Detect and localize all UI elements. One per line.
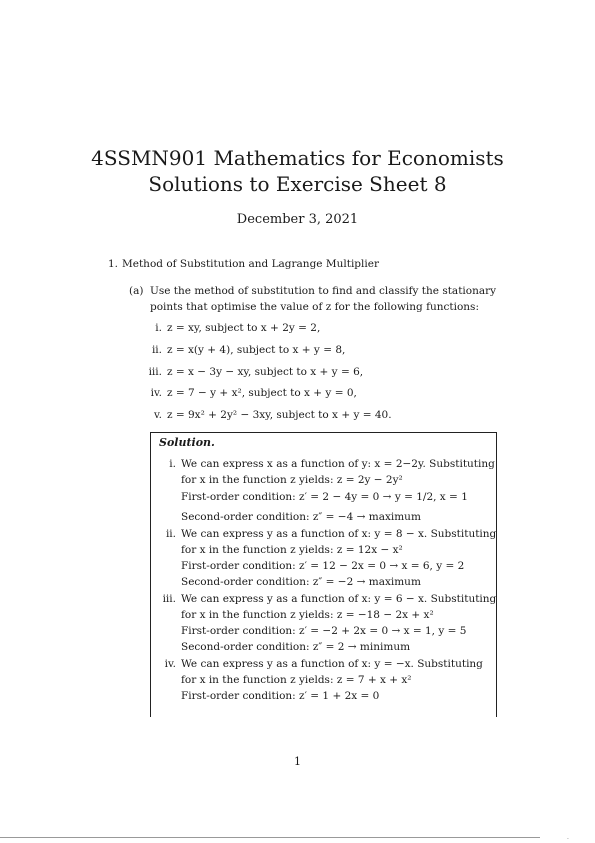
exercise-item: z = x − 3y − xy, subject to x + y = 6, (167, 366, 364, 378)
corner-mark: · (567, 836, 569, 843)
solution-line: Second-order condition: z″ = −4 → maximum (181, 511, 421, 523)
solution-line: We can express y as a function of x: y = −x. Substituting (181, 658, 483, 670)
solution-line: First-order condition: z′ = 1 + 2x = 0 (181, 690, 380, 702)
exercise-item: z = xy, subject to x + 2y = 2, (167, 322, 321, 334)
exercise-item: z = x(y + 4), subject to x + y = 8, (167, 344, 346, 356)
solution-number: iii. (162, 593, 176, 605)
part-a-line2: points that optimise the value of z for the following functions: (150, 301, 479, 313)
exercise-number: i. (155, 322, 162, 334)
section-number: 1. (108, 258, 119, 270)
solution-line: We can express y as a function of x: y = 6 − x. Substituting (181, 593, 497, 605)
bottom-divider (0, 837, 540, 838)
solution-line: for x in the function z yields: z = 7 + x + x² (181, 674, 412, 686)
exercise-number: iv. (150, 387, 162, 399)
section-title: Method of Substitution and Lagrange Multiplier (122, 258, 379, 270)
solution-line: We can express x as a function of y: x = 2−2y. Substituting (181, 458, 495, 470)
solution-number: ii. (165, 528, 176, 540)
solution-line: for x in the function z yields: z = 12x − x² (181, 544, 403, 556)
solution-line: We can express y as a function of x: y = 8 − x. Substituting (181, 528, 497, 540)
solution-heading: Solution. (159, 436, 215, 449)
exercise-item: z = 7 − y + x², subject to x + y = 0, (167, 387, 357, 399)
document-date: December 3, 2021 (236, 212, 359, 227)
solution-box (150, 432, 497, 717)
solution-line: for x in the function z yields: z = −18 − 2x + x² (181, 609, 434, 621)
solution-line: First-order condition: z′ = 12 − 2x = 0 → x = 6, y = 2 (181, 560, 465, 572)
exercise-number: ii. (151, 344, 162, 356)
solution-line: First-order condition: z′ = −2 + 2x = 0 → x = 1, y = 5 (181, 625, 467, 637)
solution-number: i. (169, 458, 176, 470)
solution-line: First-order condition: z′ = 2 − 4y = 0 → y = 1/2, x = 1 (181, 491, 468, 503)
part-a-label: (a) (129, 285, 144, 297)
document-title-line2: Solutions to Exercise Sheet 8 (148, 172, 447, 196)
exercise-item: z = 9x² + 2y² − 3xy, subject to x + y = 40. (167, 409, 392, 421)
page-number: 1 (294, 755, 301, 768)
exercise-number: iii. (148, 366, 162, 378)
document-title-line1: 4SSMN901 Mathematics for Economists (91, 146, 504, 170)
solution-line: Second-order condition: z″ = 2 → minimum (181, 641, 411, 653)
part-a-line1: Use the method of substitution to find and classify the stationary (150, 285, 497, 297)
solution-number: iv. (164, 658, 176, 670)
exercise-number: v. (153, 409, 162, 421)
solution-line: for x in the function z yields: z = 2y − 2y² (181, 474, 403, 486)
solution-line: Second-order condition: z″ = −2 → maximum (181, 576, 421, 588)
